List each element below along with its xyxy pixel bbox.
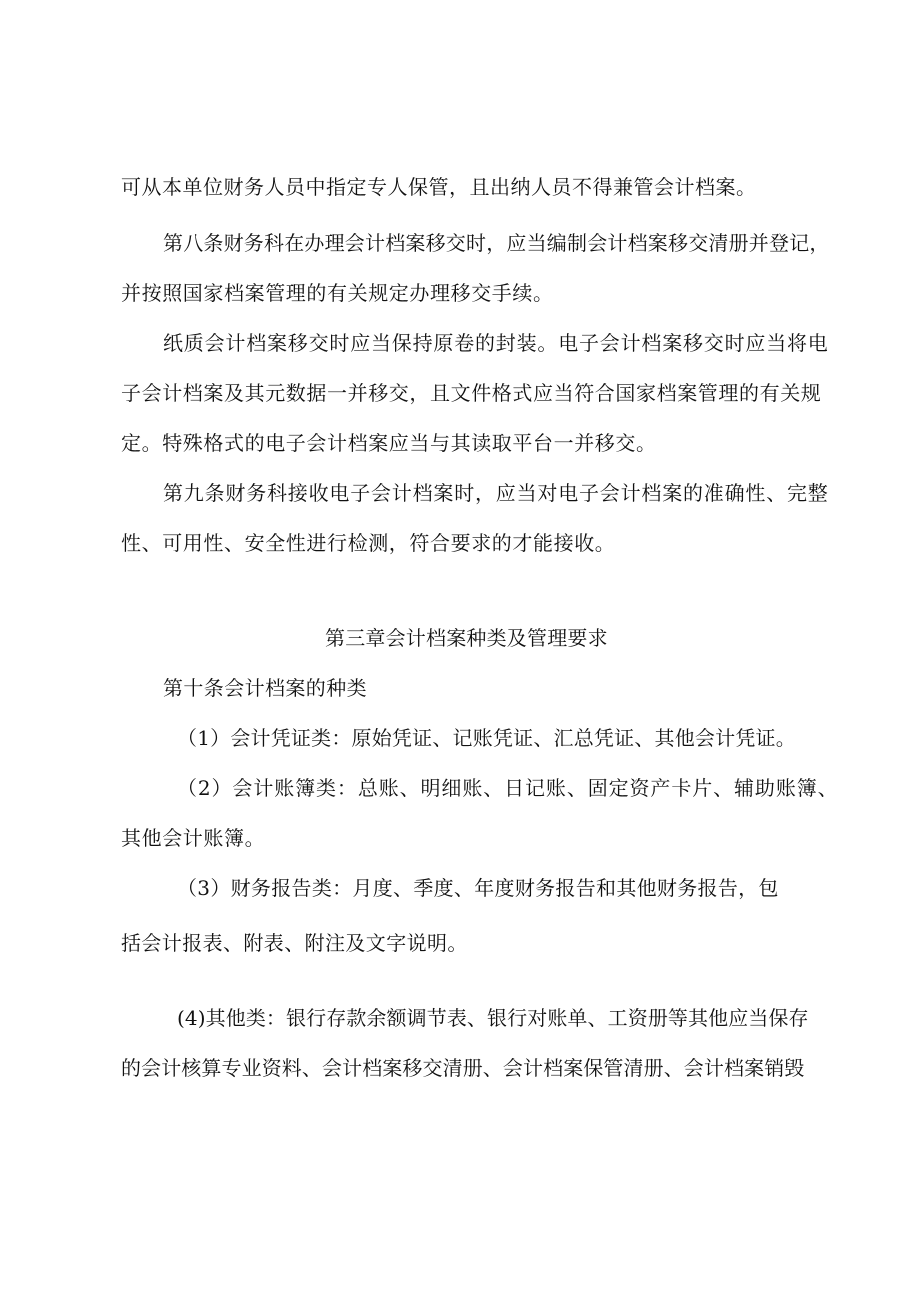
text-line-16: (4)其他类：银行存款余额调节表、银行对账单、工资册等其他应当保存 <box>177 1006 809 1030</box>
text-line-8: 性、可用性、安全性进行检测，符合要求的才能接收。 <box>121 531 616 555</box>
text-line-17: 的会计核算专业资料、会计档案移交清册、会计档案保管清册、会计档案销毁 <box>121 1056 805 1080</box>
chapter-heading: 第三章会计档案种类及管理要求 <box>325 626 608 650</box>
text-line-2: 第八条财务科在办理会计档案移交时，应当编制会计档案移交清册并登记， <box>163 231 830 255</box>
text-line-7: 第九条财务科接收电子会计档案时，应当对电子会计档案的准确性、完整 <box>163 481 829 505</box>
text-line-13: 其他会计账簿。 <box>121 826 266 850</box>
text-line-4: 纸质会计档案移交时应当保持原卷的封装。电子会计档案移交时应当将电 <box>163 331 829 355</box>
text-line-1: 可从本单位财务人员中指定专人保管，且出纳人员不得兼管会计档案。 <box>121 175 757 199</box>
text-line-14: （3）财务报告类：月度、季度、年度财务报告和其他财务报告，包 <box>177 876 779 900</box>
text-line-6: 定。特殊格式的电子会计档案应当与其读取平台一并移交。 <box>121 431 657 455</box>
text-line-10: 第十条会计档案的种类 <box>163 676 367 700</box>
text-line-3: 并按照国家档案管理的有关规定办理移交手续。 <box>121 281 554 305</box>
text-line-11: （1）会计凭证类：原始凭证、记账凭证、汇总凭证、其他会计凭证。 <box>177 726 796 750</box>
text-line-5: 子会计档案及其元数据一并移交，且文件格式应当符合国家档案管理的有关规 <box>121 381 822 405</box>
text-line-12: （2）会计账簿类：总账、明细账、日记账、固定资产卡片、辅助账簿、 <box>177 776 839 800</box>
text-line-15: 括会计报表、附表、附注及文字说明。 <box>121 931 468 955</box>
